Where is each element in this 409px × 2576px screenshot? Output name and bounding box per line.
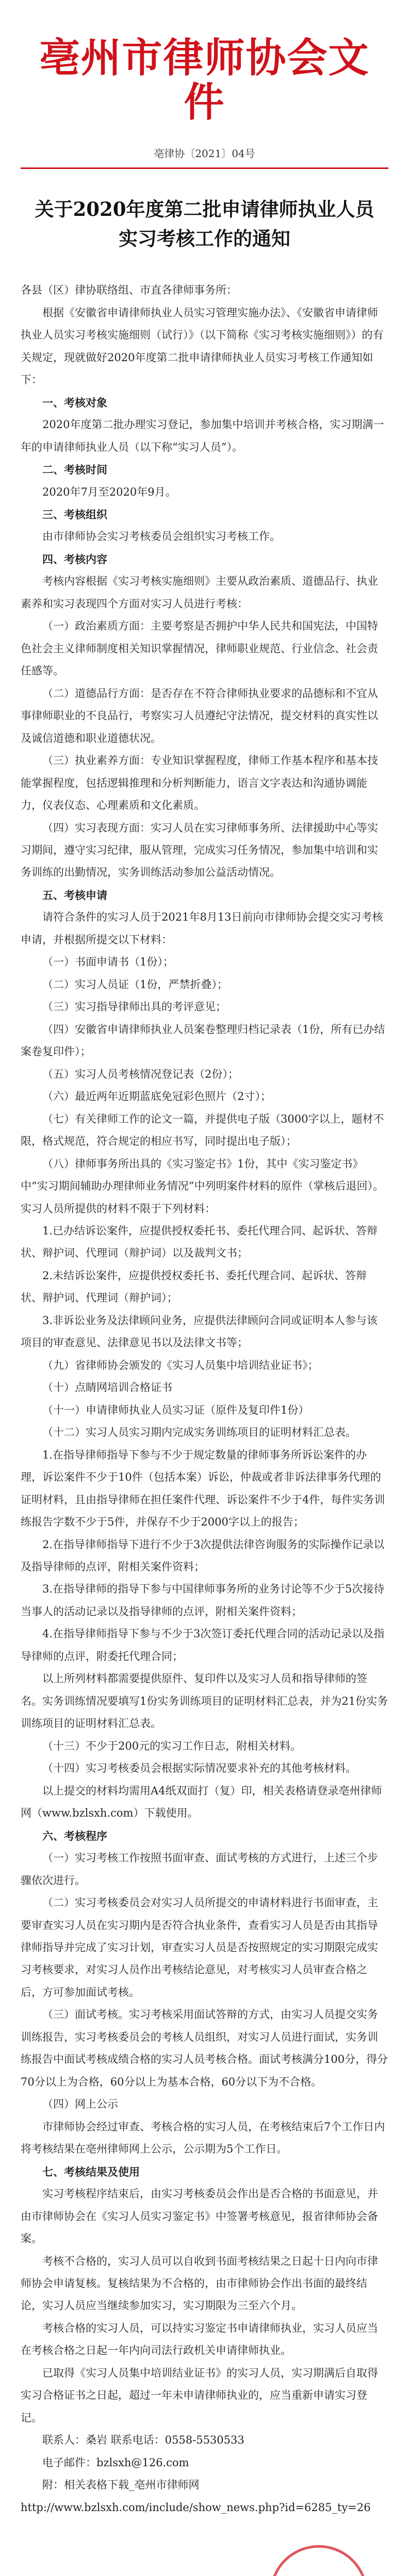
section-heading: 一、考核对象: [42, 396, 107, 409]
body-paragraph: （二）实习考核委员会对实习人员所提交的申请材料进行书面审查，主要审查实习人员在实习期内是否符合执业条件，查看实习人员是否由其指导律师指导并完成了实习计划，审查实习人员是否按照规定的实习期限完成实习考核要求，对实习人员作出考核结论意见，对考核实习人员审查合格之后，方可参加面试考核。: [21, 1896, 378, 1998]
body-paragraph: 各县（区）律协联络组、市直各律师事务所：: [21, 284, 237, 297]
body-paragraph: （十）点睛网培训合格证书: [42, 1381, 172, 1394]
body-paragraph: （十四）实习考核委员会根据实际情况要求补充的其他考核材料。: [42, 1762, 356, 1775]
section-heading: 四、考核内容: [42, 552, 107, 566]
body-paragraph: （一）书面申请书（1份）；: [42, 956, 174, 969]
body-paragraph: 3.非诉讼业务及法律顾问业务，应提供法律顾问合同或证明本人参与该项目的审查意见、法律意见书以及法律文书等；: [21, 1314, 378, 1349]
body-paragraph: （四）安徽省申请律师执业人员案卷整理归档记录表（1份，所有已办结案卷复印件）；: [21, 1023, 385, 1058]
body-paragraph: 考核不合格的，实习人员可以自收到书面考核结果之日起十日内向市律师协会申请复核。复核结果为不合格的，由市律师协会作出书面的最终结论，实习人员应当继续参加实习，实习期限为三至六个月。: [21, 2255, 378, 2312]
body-paragraph: 4.在指导律师指导下参与不少于3次签订委托代理合同的活动记录以及指导律师的点评，附委托代理合同；: [21, 1628, 385, 1663]
section-heading: 六、考核程序: [42, 1829, 107, 1842]
body-paragraph: 已取得《实习人员集中培训结业证书》的实习人员，实习期满后自取得实习合格证书之日起，超过一年未申请律师执业的，应当重新申请实习登记。: [21, 2366, 378, 2424]
body-paragraph: （三）执业素养方面：专业知识掌握程度，律师工作基本程序和基本技能掌握程度，包括逻辑推理和分析判断能力，语言文字表达和沟通协调能力，仪表仪态、心理素质和文化素质。: [21, 754, 378, 812]
body-paragraph: 请符合条件的实习人员于2021年8月13日前向市律师协会提交实习考核申请，并根据所提交以下材料：: [21, 911, 383, 946]
body-paragraph: （七）有关律师工作的论文一篇，并提供电子版（3000字以上，题材不限，格式规范，符合规定的相应书写，同时提出电子版）；: [21, 1112, 384, 1148]
section-heading: 五、考核申请: [42, 888, 107, 902]
notice-title-line-2: 实习考核工作的通知: [119, 227, 290, 250]
section-heading: 七、考核结果及使用: [42, 2165, 140, 2178]
notice-title: [21, 195, 388, 254]
body-paragraph: 实习考核程序结束后，由实习考核委员会作出是否合格的书面意见，并由市律师协会在《实习人员实习鉴定书》中签署考核意见，报省律师协会备案。: [21, 2188, 378, 2245]
body-paragraph: 考核内容根据《实习考核实施细则》主要从政治素质、道德品行、执业素养和实习表现四个方面对实习人员进行考核：: [21, 575, 378, 610]
body-paragraph: （三）面试考核。实习考核采用面试答辩的方式，由实习人员提交实务训练报告，实习考核委员会的考核人员组织，对实习人员进行面试，实务训练报告中面试考核成绩合格的实习人员考核合格。面试考核满分100分，得分70分以上为合格，60分以上为基本合格，60分以下为不合格。: [21, 2008, 388, 2088]
body-paragraph: 2.未结诉讼案件，应提供授权委托书、委托代理合同、起诉状、答辩状、辩护词、代理词（辩护词）；: [21, 1269, 367, 1304]
body-paragraph: 2020年7月至2020年9月。: [42, 485, 176, 498]
body-paragraph: （四）网上公示: [42, 2098, 118, 2111]
notice-title-line-1: 关于2020年度第二批申请律师执业人员: [35, 197, 374, 221]
body-paragraph: （三）实习指导律师出具的考评意见；: [42, 1001, 226, 1013]
body-paragraph: （一）实习考核工作按照书面审查、面试考核的方式进行，上述三个步骤依次进行。: [21, 1852, 378, 1887]
body-paragraph: （四）实习表现方面：实习人员在实习律师事务所、法律援助中心等实习期间，遵守实习纪律，服从管理，完成实习任务情况，参加集中培训和实务训练的出勤情况，实务训练活动参加公益活动情况。: [21, 821, 378, 879]
body-paragraph: 1.在指导律师指导下参与不少于规定数量的律师事务所诉讼案件的办理，诉讼案件不少于10件（包括本案）诉讼，仲裁或者非诉法律事务代理的证明材料，且由指导律师在担任案件代理、诉讼案件不少于4件，每件实务训练报告字数不少于5件，并保存不少于2000字以上的报告；: [21, 1448, 385, 1529]
attachment-note: 附：相关表格下载_亳州市律师网 http://www.bzlsxh.com/include/show_news.php?id=6285_ty=26: [21, 2479, 371, 2514]
body-paragraph: （十一）申请律师执业人员实习证（原件及复印件1份）: [42, 1403, 309, 1416]
body-paragraph: 电子邮件：bzlsxh@126.com: [42, 2456, 189, 2469]
body-paragraph: （二）道德品行方面：是否存在不符合律师执业要求的品德标和不宜从事律师职业的不良品行，考察实习人员遵纪守法情况，提交材料的真实性以及诚信道德和职业道德状况。: [21, 687, 378, 744]
body-paragraph: （九）省律师协会颁发的《实习人员集中培训结业证书》；: [42, 1359, 319, 1371]
section-heading: 三、考核组织: [42, 507, 107, 521]
body-paragraph: （六）最近两年近期蓝底免冠彩色照片（2寸）；: [42, 1090, 271, 1103]
section-heading: 二、考核时间: [42, 463, 107, 477]
body-paragraph: 3.在指导律师的指导下参与中国律师事务所的业务讨论等不少于5次接待当事人的活动记录以及指导律师的点评，附相关案件资料；: [21, 1583, 385, 1618]
body-paragraph: （十三）不少于200元的实习工作日志，附相关材料。: [42, 1739, 302, 1752]
notice-body: [21, 279, 388, 2519]
body-paragraph: 根据《安徽省申请律师执业人员实习管理实施办法》、《安徽省申请律师执业人员实习考核实施细则（试行）》（以下简称《实习考核实施细则》）的有关规定，现就做好2020年度第二批申请律师执业人员实习考核工作通知如下：: [21, 306, 384, 386]
body-paragraph: （二）实习人员证（1份，严禁折叠）；: [42, 978, 228, 991]
body-paragraph: 2020年度第二批办理实习登记，参加集中培训并考核合格，实习期满一年的申请律师执业人员（以下称“实习人员”）。: [21, 418, 384, 453]
body-paragraph: 1.已办结诉讼案件，应提供授权委托书、委托代理合同、起诉状、答辩状、辩护词、代理词（辩护词）以及裁判文书；: [21, 1224, 378, 1260]
body-paragraph: 由市律师协会实习考核委员会组织实习考核工作。: [42, 530, 281, 543]
body-paragraph: （十二）实习人员实习期内完成实务训练项目的证明材料汇总表。: [42, 1426, 356, 1439]
document-number: 亳律协〔2021〕04号: [154, 147, 255, 160]
body-paragraph: 2.在指导律师指导下进行不少于3次提供法律咨询服务的实际操作记录以及指导律师的点评，附相关案件资料；: [21, 1538, 385, 1573]
body-paragraph: （五）实习人员考核情况登记表（2份）；: [42, 1067, 239, 1080]
body-paragraph: （八）律师事务所出具的《实习鉴定书》1份，其中《实习鉴定书》中“实习期间辅助办理律师业务情况”中列明案件材料的原件（掌核后退回）。实习人员所提供的材料不限于下列材料：: [21, 1157, 384, 1215]
masthead-title: 亳州市律师协会文件: [39, 35, 370, 126]
body-paragraph: 联系人：桑岩 联系电话：0558-5530533: [42, 2434, 244, 2447]
official-seal-stamp: [270, 2545, 368, 2576]
body-paragraph: 以上提交的材料均需用A4纸双面打（复）印，相关表格请登录亳州律师网（www.bzlsxh.com）下载使用。: [21, 1784, 382, 1820]
body-paragraph: 考核合格的实习人员，可以持实习鉴定书申请律师执业，实习人员应当在考核合格之日起一年内向司法行政机关申请律师执业。: [21, 2321, 378, 2357]
body-paragraph: 市律师协会经过审查、考核合格的实习人员，在考核结束后7个工作日内将考核结果在亳州律师网上公示，公示期为5个工作日。: [21, 2120, 385, 2156]
body-paragraph: 以上所列材料都需要提供原件、复印件以及实习人员和指导律师的签名。实务训练情况要填写1份实务训练项目的证明材料汇总表，并为21份实务训练项目的证明材料汇总表。: [21, 1672, 388, 1730]
body-paragraph: （一）政治素质方面：主要考察是否拥护中华人民共和国宪法，中国特色社会主义律师制度相关知识掌握情况，律师职业规范、行业信念、社会责任感等。: [21, 620, 378, 677]
red-divider-line: [21, 167, 388, 169]
